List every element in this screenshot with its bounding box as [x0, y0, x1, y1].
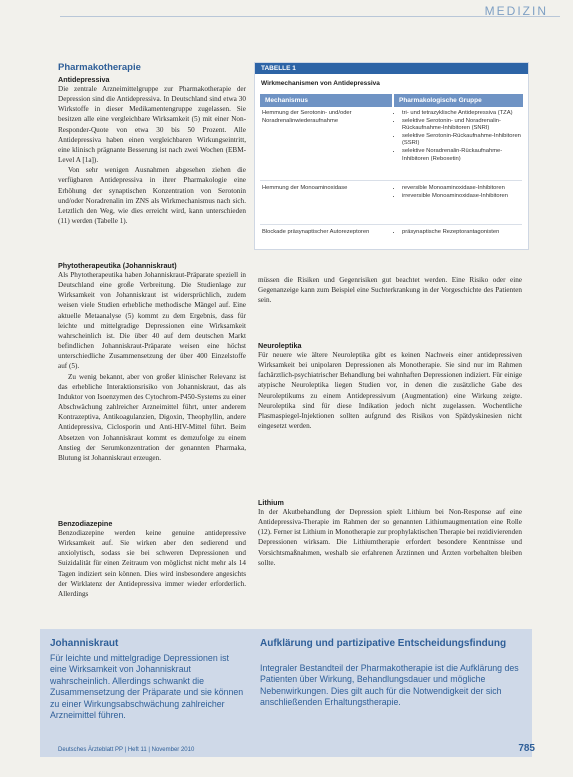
table-col-group: Pharmakologische Gruppe — [394, 94, 523, 107]
pharmako-p2: Von sehr wenigen Ausnahmen abgesehen ziehen die verfügbaren Antidepressiva in ihrer Pharmakologie eine Erhöhung der synaptischen Konzentration von Serotonin und/oder Noradrenalin im ZNS als Wirkmechanismus nach sich. Letztlich den Weg, wie dies erreicht wird, kann unterschieden (11) werden (Tabelle 1). — [58, 166, 246, 226]
table-row-3-mechanism: Blockade präsynaptischer Autorezeptoren — [262, 229, 370, 235]
right-col-p-cont: müssen die Risiken und Gegenrisiken gut beachtet werden. Eine Risiko oder eine Gegenanzeige kann zum Beispiel eine Suchterkrankung in der Vorgeschichte des Patienten sein. — [258, 276, 522, 305]
table-col-mechanism: Mechanismus — [260, 94, 392, 107]
table-row-1-mechanism: Hemmung der Serotonin- und/oder Noradrenalinwiederaufnahme — [262, 110, 352, 124]
footer-citation: Deutsches Ärzteblatt PP | Heft 11 | November 2010 — [58, 747, 195, 753]
lithium-p: In der Akutbehandlung der Depression spielt Lithium bei Non-Response auf eine Antidepressiva-Therapie im Rahmen der so genannten Lithiumaugmentation eine Rolle (12). Ferner ist Lithium in Monotherapie zur prophylaktischen Therapie bei rezidivierenden Depressionen wirksam. Die Lithiumtherapie erfordert besondere Kenntnisse und Vorsichtsmaßnahmen, weshalb sie erfahrenen Ärztinnen und Ärzten vorbehalten bleiben sollte. — [258, 508, 522, 567]
page-number: 785 — [518, 743, 535, 754]
phyto-body — [58, 270, 246, 463]
table-row-1-group-1: • tri- und tetrazyklische Antidepressiva (TZA) — [402, 110, 522, 118]
table-row-2-group-1: • reversible Monoaminoxidase-Inhibitoren — [402, 185, 522, 193]
box-right-text: Integraler Bestandteil der Pharmakotherapie ist die Aufklärung des Patienten über Wirkung, Behandlungsdauer und mögliche Nebenwirkungen. Dies gilt auch für die Notwendigkeit der sich anschließenden Erhaltungstherapie. — [260, 663, 519, 708]
neuro-heading: Neuroleptika — [258, 341, 302, 350]
table-row-1-group-2: • selektive Serotonin- und Noradrenalin-Rückaufnahme-Inhibitoren (SNRI) — [402, 118, 522, 133]
phyto-p2: Zu wenig bekannt, aber von großer klinischer Relevanz ist das erhebliche Interaktionsrisiko von Johanniskraut, das als Induktor von Isoenzymen des Cytochrom-P450-Systems zu einer Abschwächung zahlreicher Arzneimittel führt, unter anderem Kontrazeptiva, Antikoagulanzien, Digoxin, Theophyllin, andere Antidepressiva, Ciclosporin und Anti-HIV-Mittel führt. Beim Absetzen von Johanniskraut kommt es demzufolge zu einem Anstieg der Serumkonzentration der genannten Pharmaka, Blutung ist Johanniskraut erzeugen. — [58, 372, 246, 462]
lithium-body — [258, 507, 522, 568]
neuro-p: Für neuere wie ältere Neuroleptika gibt es keinen Nachweis einer antidepressiven Wirksamkeit bei unipolaren Depressionen als Monotherapie. Sie sind nur im Rahmen fachärztlich-psychiatrischer Behandlung bei wahnhaften Depressionen indiziert. Für einige atypische Neuroleptika liegen Studien vor, in denen die zusätzliche Gabe des Neuroleptikums zu einem Antidepressivum (Augmentation) eine Wirkung zeigte. Neuroleptika sind für diese Indikation jedoch nicht zugelassen. Wochentliche Plasmaspiegel-Injektionen sollten aufgrund des Risikos von Spätdyskinesien nicht eingesetzt werden. — [258, 351, 522, 431]
table-1 — [254, 62, 529, 250]
antidepressiva-label: Antidepressiva — [58, 75, 110, 84]
box-left-title: Johanniskraut — [50, 638, 119, 649]
table-row-2-mechanism: Hemmung der Monoaminoxidase — [262, 185, 348, 191]
lithium-heading: Lithium — [258, 498, 284, 507]
table-row-3-groups — [394, 229, 522, 237]
section-label: MEDIZIN — [484, 4, 548, 18]
pharmako-heading: Pharmakotherapie — [58, 62, 141, 73]
benzo-body — [58, 528, 246, 599]
table-row-1-group-3: • selektive Serotonin-Rückaufnahme-Inhibitoren (SSRI) — [402, 133, 522, 148]
pharmako-p1: Die zentrale Arzneimittelgruppe zur Pharmakotherapie der Depression sind die Antidepressiva. In Deutschland sind etwa 30 Wirkstoffe in dieser Medikamentengruppe zugelassen. Sie besitzen alle eine vergleichbare Wirksamkeit (5) mit einer Non-Responder-Quote von etwa 30 bis 50 Prozent. Alle Antidepressiva haben einen vergleichbaren Wirkungseintritt, eine klinisch prägnante Besserung ist nach zwei Wochen (EBM-Level A [1a]). — [58, 85, 246, 165]
box-left-text: Für leichte und mittelgradige Depressionen ist eine Wirksamkeit von Johanniskraut wahrscheinlich. Allerdings schwankt die Zusammensetzung der Präparate und sie können zu einer Wirkungsabschwächung zahlreicher Arzneimittel führen. — [50, 653, 244, 721]
neuro-body — [258, 350, 522, 431]
table-row-2-groups — [394, 185, 522, 200]
table-row-2-group-2: • irreversible Monoaminoxidase-Inhibitoren — [402, 193, 522, 201]
phyto-p1: Als Phytotherapeutika haben Johanniskraut-Präparate speziell in Deutschland eine große Verbreitung. Die Studienlage zur Wirksamkeit von Johanniskraut ist widersprüchlich, zudem weisen viele Studien erhebliche methodische Mängel auf. Eine aktuelle Metaanalyse (5) kommt zu dem Ergebnis, dass für leichte und mittelgradige Depressionen eine Wirksamkeit wahrscheinlich ist. Die über 40 auf dem deutschen Markt befindlichen Johanniskraut-Präparate weisen eine höchst unterschiedliche Zusammensetzung der über 400 Einzelstoffe auf (5). — [58, 271, 246, 371]
right-col-continuation — [258, 275, 522, 305]
table-row-1-groups — [394, 110, 522, 163]
benzo-heading: Benzodiazepine — [58, 519, 113, 528]
table-title: Wirkmechanismen von Antidepressiva — [261, 80, 380, 87]
table-row-divider — [260, 180, 522, 181]
table-label: TABELLE 1 — [255, 63, 528, 74]
pharmako-body — [58, 84, 246, 226]
benzo-p1: Benzodiazepine werden keine genuine antidepressive Wirksamkeit auf. Sie wirken aber den sedierend und anxiolytisch, sodass sie bei schweren Depressionen und Suizidalität für einen Zeitraum von möglichst nicht mehr als 14 Tagen indiziert sein können. Dies wird insbesondere angesichts der Wirklatenz der Antidepressiva immer wieder erforderlich. Allerdings — [58, 529, 246, 598]
table-row-1-group-4: • selektive Noradrenalin-Rückaufnahme-Inhibitoren (Reboxetin) — [402, 148, 522, 163]
box-aufklaerung — [252, 629, 532, 757]
phyto-heading: Phytotherapeutika (Johanniskraut) — [58, 261, 177, 270]
box-right-title: Aufklärung und partizipative Entscheidungsfindung — [260, 638, 507, 649]
table-row-3-group-1: • präsynaptische Rezeptorantagonisten — [402, 229, 522, 237]
box-johanniskraut — [40, 629, 252, 757]
table-row-divider — [260, 224, 522, 225]
